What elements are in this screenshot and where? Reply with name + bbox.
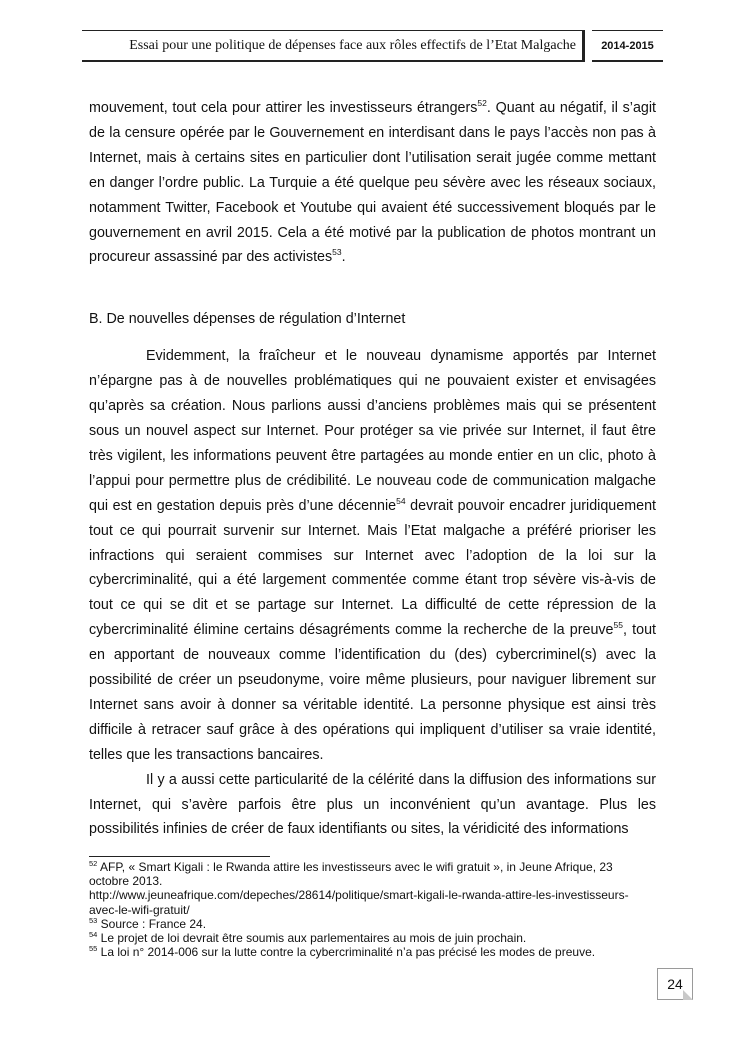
paragraph-1 bbox=[89, 96, 656, 270]
text-run: . Quant au négatif, il s’agit de la censure opérée par le Gouvernement en interdisant dans le pays l’accès non pas à Internet, mais à certains sites en particulier dont l’utilisation serait jugée comme mettant en danger l’ordre public. La Turquie a été quelque peu sévère avec les réseaux sociaux, notamment Twitter, Facebook et Youtube qui avaient été successivement bloqués par le gouvernement en avril 2015. Cela a été motivé par la publication de photos montrant un procureur assassiné par des activistes bbox=[89, 100, 657, 266]
text-run: Evidemment, la fraîcheur et le nouveau dynamisme apportés par Internet n’épargne pas à de nouvelles problématiques qui ne pouvaient exister et envisagées qu’après sa création. Nous parlions aussi d’anciens problèmes mais qui se présentent sous un nouvel aspect sur Internet. Pour protéger sa vie privée sur Internet, il faut être très vigilent, les informations peuvent être partagées au monde entier en un clic, photo à l’appui pour permettre plus de crédibilité. Le nouveau code de communication malgache qui est en gestation depuis près d’une décennie bbox=[89, 348, 656, 514]
text-run: , tout en apportant de nouveaux comme l’identification du (des) cybercriminel(s) avec la possibilité de créer un pseudonyme, voire même plusieurs, pour naviguer librement sur Internet sans avoir à donner sa véritable identité. La personne physique est ainsi très difficile à retracer sauf grâce à des opérations qui impliquent d’utiliser sa vraie identité, telles que les transactions bancaires. bbox=[89, 622, 657, 763]
footnote-number: 53 bbox=[89, 915, 98, 925]
text-run: mouvement, tout cela pour attirer les investisseurs étrangers bbox=[89, 100, 478, 116]
footnote-52 bbox=[89, 860, 656, 917]
footnote-ref: 52 bbox=[477, 98, 487, 108]
footnote-number: 55 bbox=[89, 944, 98, 954]
paragraph-2 bbox=[89, 344, 656, 767]
section-heading: B. De nouvelles dépenses de régulation d’Internet bbox=[89, 311, 406, 328]
footnotes bbox=[89, 860, 656, 959]
footnote-number: 52 bbox=[89, 859, 98, 868]
footnote-ref: 54 bbox=[396, 495, 406, 506]
page-number-box bbox=[657, 968, 693, 1000]
paragraph-3: Il y a aussi cette particularité de la célérité dans la diffusion des informations sur Internet, qui s’avère parfois être plus un inconvénient qu’un avantage. Plus les possibilités infinies de créer de faux identifiants ou sites, la véridicité des informations bbox=[89, 771, 656, 838]
footnote-text: Source : France 24. bbox=[97, 916, 207, 931]
main-text bbox=[89, 96, 656, 842]
footnote-55 bbox=[89, 945, 656, 959]
footnote-ref: 53 bbox=[332, 247, 342, 258]
page-header bbox=[82, 30, 663, 62]
footnote-text: AFP, « Smart Kigali : le Rwanda attire les investisseurs avec le wifi gratuit », in Jeune Afrique, 23 octobre 2013. bbox=[89, 860, 613, 889]
footnote-number: 54 bbox=[89, 930, 98, 940]
footnote-separator bbox=[89, 856, 270, 857]
header-year: 2014-2015 bbox=[592, 30, 663, 62]
page-curl-icon bbox=[683, 990, 693, 1000]
footnote-text: La loi n° 2014-006 sur la lutte contre la cybercriminalité n’a pas précisé les modes de preuve. bbox=[97, 945, 596, 960]
footnote-link[interactable]: http://www.jeuneafrique.com/depeches/28614/politique/smart-kigali-le-rwanda-attire-les-investisseurs-avec-le-wifi-gratuit/ bbox=[89, 888, 629, 917]
text-run: . bbox=[341, 249, 346, 266]
footnote-53 bbox=[89, 917, 656, 931]
text-run: devrait pouvoir encadrer juridiquement tout ce qui pourrait survenir sur Internet. Mais l’Etat malgache a préféré prioriser les infractions qui seraient commises sur Internet avec l’adoption de la loi sur la cybercriminalité, qui a été largement commentée comme étant trop sévère vis-à-vis de tout ce qui se dit et se partage sur Internet. La difficulté de cette répression de la cybercriminalité élimine certains désagréments comme la recherche de la preuve bbox=[89, 497, 656, 639]
footnote-54 bbox=[89, 931, 656, 945]
page-number: 24 bbox=[667, 976, 683, 992]
footnote-ref: 55 bbox=[613, 620, 623, 631]
footnote-text: Le projet de loi devrait être soumis aux parlementaires au mois de juin prochain. bbox=[97, 931, 527, 946]
header-title: Essai pour une politique de dépenses face aux rôles effectifs de l’Etat Malgache bbox=[82, 30, 585, 62]
